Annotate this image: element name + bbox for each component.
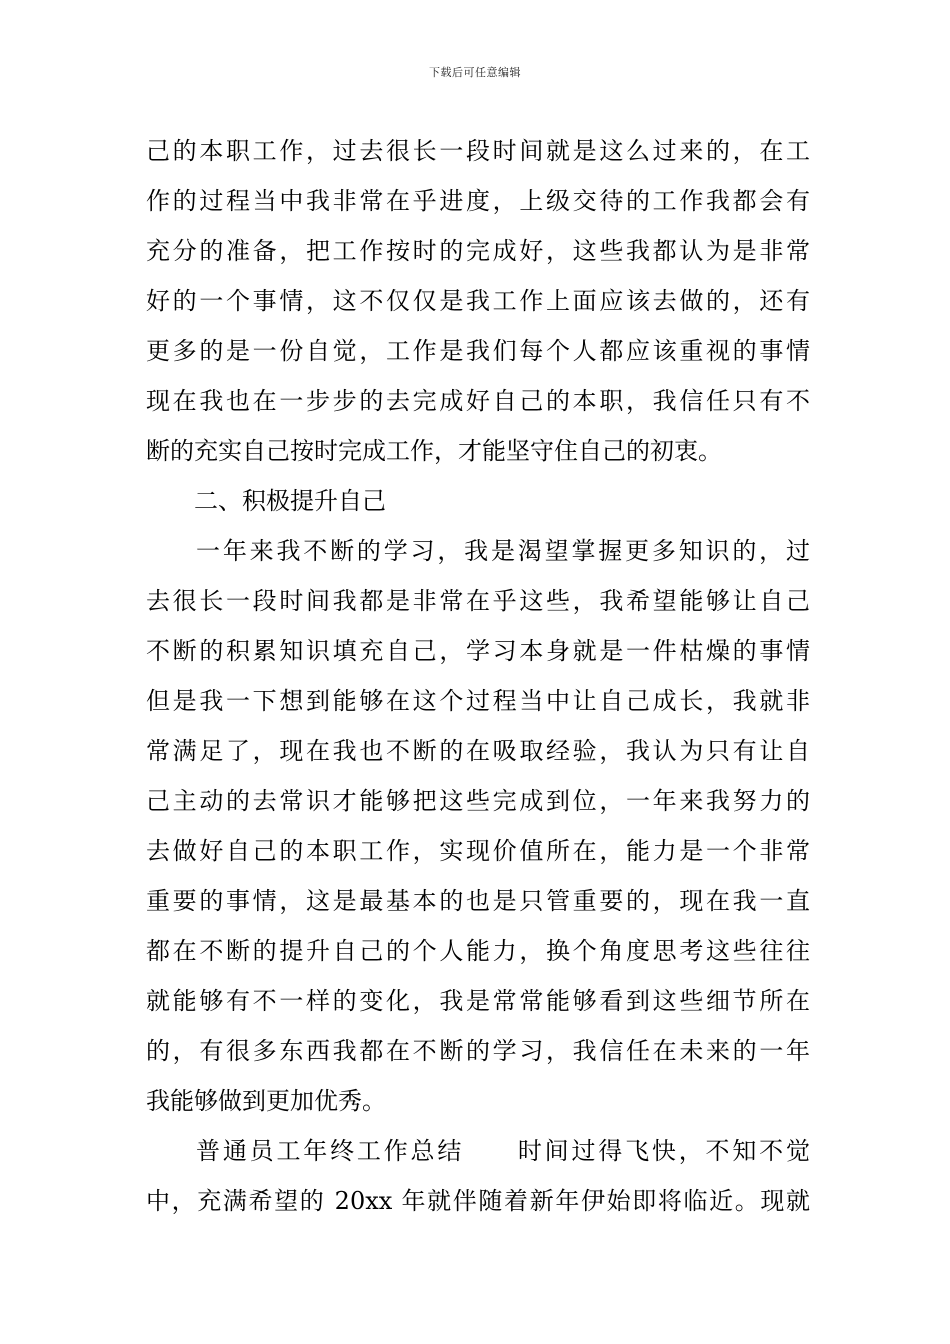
text-line: 好的一个事情，这不仅仅是我工作上面应该去做的，还有 [146, 287, 810, 315]
text-line: 现在我也在一步步的去完成好自己的本职，我信任只有不 [146, 387, 810, 415]
text-line: 断的充实自己按时完成工作，才能坚守住自己的初衷。 [146, 437, 722, 465]
text-line: 都在不断的提升自己的个人能力，换个角度思考这些往往 [146, 937, 810, 965]
text-line: 我能够做到更加优秀。 [146, 1087, 386, 1115]
section-heading: 二、积极提升自己 [194, 487, 386, 515]
text-line: 但是我一下想到能够在这个过程当中让自己成长，我就非 [146, 687, 810, 715]
text-line: 更多的是一份自觉，工作是我们每个人都应该重视的事情 [146, 337, 810, 365]
text-line: 的，有很多东西我都在不断的学习，我信任在未来的一年 [146, 1037, 810, 1065]
text-line: 普通员工年终工作总结 时间过得飞快，不知不觉 [196, 1137, 810, 1165]
text-line: 常满足了，现在我也不断的在吸取经验，我认为只有让自 [146, 737, 810, 765]
text-line: 一年来我不断的学习，我是渴望掌握更多知识的，过 [196, 537, 810, 565]
page-header: 下载后可任意编辑 [429, 66, 521, 79]
text-line: 中，充满希望的 20xx 年就伴随着新年伊始即将临近。现就 [146, 1187, 810, 1215]
text-line: 作的过程当中我非常在乎进度，上级交待的工作我都会有 [146, 187, 810, 215]
text-line: 就能够有不一样的变化，我是常常能够看到这些细节所在 [146, 987, 810, 1015]
document-body [146, 126, 810, 1226]
text-line: 去做好自己的本职工作，实现价值所在，能力是一个非常 [146, 837, 810, 865]
text-line: 己的本职工作，过去很长一段时间就是这么过来的，在工 [146, 137, 810, 165]
text-line: 充分的准备，把工作按时的完成好，这些我都认为是非常 [146, 237, 810, 265]
text-line: 己主动的去常识才能够把这些完成到位，一年来我努力的 [146, 787, 810, 815]
text-line: 不断的积累知识填充自己，学习本身就是一件枯燥的事情 [146, 637, 810, 665]
text-line: 重要的事情，这是最基本的也是只管重要的，现在我一直 [146, 887, 810, 915]
text-line: 去很长一段时间我都是非常在乎这些，我希望能够让自己 [146, 587, 810, 615]
